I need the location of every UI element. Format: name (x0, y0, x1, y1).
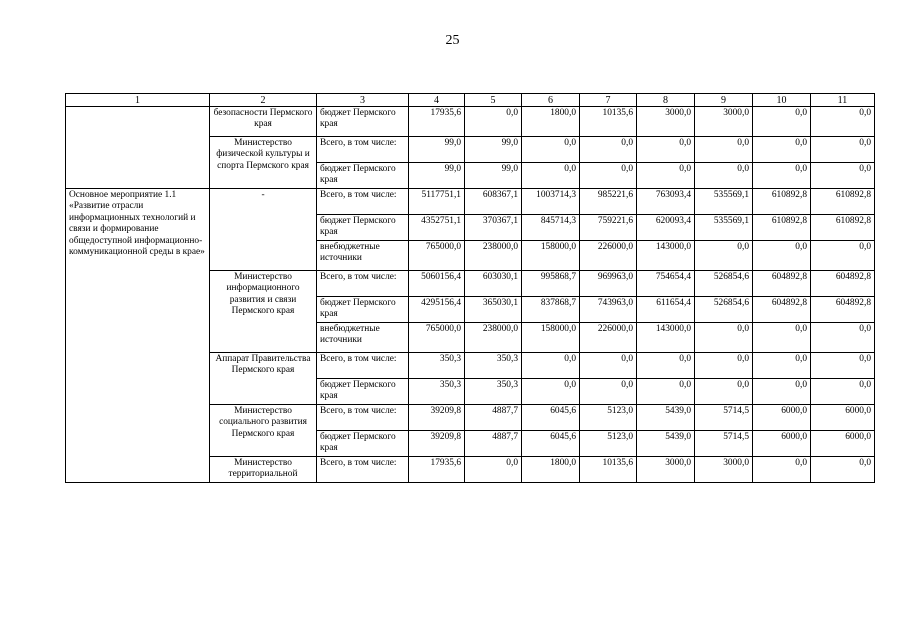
value-cell: 0,0 (580, 137, 637, 163)
value-cell: 6045,6 (522, 431, 580, 457)
activity-cell: Основное мероприятие 1.1 «Развитие отрасли информационных технологий и связи и формирование общедоступной информационно-коммуникационной среды в крае» (66, 189, 210, 483)
value-cell: 0,0 (753, 163, 811, 189)
value-cell: 0,0 (695, 353, 753, 379)
value-cell: 39209,8 (409, 431, 465, 457)
header-cell: 4 (409, 94, 465, 107)
value-cell: 0,0 (753, 353, 811, 379)
value-cell: 765000,0 (409, 323, 465, 353)
funding-source-cell: внебюджетные источники (317, 323, 409, 353)
value-cell: 0,0 (522, 137, 580, 163)
funding-source-cell: бюджет Пермского края (317, 379, 409, 405)
value-cell: 0,0 (465, 107, 522, 137)
value-cell: 5439,0 (637, 431, 695, 457)
value-cell: 0,0 (465, 457, 522, 483)
value-cell: 604892,8 (753, 271, 811, 297)
funding-source-cell: Всего, в том числе: (317, 271, 409, 297)
table-body (66, 94, 875, 483)
value-cell: 0,0 (753, 137, 811, 163)
value-cell: 350,3 (409, 379, 465, 405)
value-cell: 0,0 (811, 353, 875, 379)
header-cell: 9 (695, 94, 753, 107)
funding-source-cell: внебюджетные источники (317, 241, 409, 271)
value-cell: 17935,6 (409, 457, 465, 483)
value-cell: 5714,5 (695, 431, 753, 457)
value-cell: 0,0 (580, 353, 637, 379)
value-cell: 0,0 (753, 241, 811, 271)
header-cell: 7 (580, 94, 637, 107)
activity-cell (66, 107, 210, 189)
value-cell: 5714,5 (695, 405, 753, 431)
value-cell: 0,0 (811, 379, 875, 405)
value-cell: 226000,0 (580, 241, 637, 271)
value-cell: 99,0 (465, 163, 522, 189)
value-cell: 17935,6 (409, 107, 465, 137)
value-cell: 0,0 (695, 241, 753, 271)
table-row (66, 107, 875, 137)
value-cell: 0,0 (695, 163, 753, 189)
value-cell: 604892,8 (811, 297, 875, 323)
value-cell: 6000,0 (753, 405, 811, 431)
value-cell: 1003714,3 (522, 189, 580, 215)
value-cell: 837868,7 (522, 297, 580, 323)
value-cell: 0,0 (811, 323, 875, 353)
value-cell: 0,0 (811, 241, 875, 271)
value-cell: 5123,0 (580, 405, 637, 431)
executor-cell: Министерство физической культуры и спорта Пермского края (210, 137, 317, 189)
value-cell: 0,0 (522, 353, 580, 379)
value-cell: 0,0 (811, 107, 875, 137)
funding-source-cell: бюджет Пермского края (317, 297, 409, 323)
value-cell: 610892,8 (753, 189, 811, 215)
value-cell: 39209,8 (409, 405, 465, 431)
value-cell: 158000,0 (522, 323, 580, 353)
value-cell: 969963,0 (580, 271, 637, 297)
executor-cell: - (210, 189, 317, 271)
header-cell: 1 (66, 94, 210, 107)
value-cell: 0,0 (695, 137, 753, 163)
executor-cell: Министерство социального развития Пермского края (210, 405, 317, 457)
header-cell: 3 (317, 94, 409, 107)
header-cell: 10 (753, 94, 811, 107)
value-cell: 5117751,1 (409, 189, 465, 215)
value-cell: 0,0 (753, 323, 811, 353)
value-cell: 0,0 (522, 163, 580, 189)
value-cell: 370367,1 (465, 215, 522, 241)
value-cell: 526854,6 (695, 271, 753, 297)
value-cell: 99,0 (409, 163, 465, 189)
header-cell: 2 (210, 94, 317, 107)
value-cell: 3000,0 (695, 107, 753, 137)
value-cell: 763093,4 (637, 189, 695, 215)
funding-source-cell: Всего, в том числе: (317, 137, 409, 163)
funding-source-cell: бюджет Пермского края (317, 215, 409, 241)
value-cell: 0,0 (753, 379, 811, 405)
value-cell: 143000,0 (637, 241, 695, 271)
value-cell: 610892,8 (753, 215, 811, 241)
value-cell: 5123,0 (580, 431, 637, 457)
value-cell: 143000,0 (637, 323, 695, 353)
budget-table (65, 93, 875, 483)
value-cell: 350,3 (409, 353, 465, 379)
value-cell: 620093,4 (637, 215, 695, 241)
value-cell: 0,0 (580, 163, 637, 189)
funding-source-cell: бюджет Пермского края (317, 163, 409, 189)
value-cell: 0,0 (580, 379, 637, 405)
value-cell: 0,0 (811, 137, 875, 163)
value-cell: 365030,1 (465, 297, 522, 323)
value-cell: 0,0 (637, 163, 695, 189)
funding-source-cell: бюджет Пермского края (317, 107, 409, 137)
value-cell: 0,0 (811, 163, 875, 189)
value-cell: 604892,8 (753, 297, 811, 323)
value-cell: 0,0 (695, 379, 753, 405)
funding-source-cell: Всего, в том числе: (317, 405, 409, 431)
header-cell: 11 (811, 94, 875, 107)
value-cell: 4295156,4 (409, 297, 465, 323)
value-cell: 226000,0 (580, 323, 637, 353)
value-cell: 610892,8 (811, 189, 875, 215)
value-cell: 10135,6 (580, 107, 637, 137)
value-cell: 5439,0 (637, 405, 695, 431)
value-cell: 0,0 (637, 379, 695, 405)
value-cell: 0,0 (637, 137, 695, 163)
funding-source-cell: Всего, в том числе: (317, 189, 409, 215)
funding-source-cell: бюджет Пермского края (317, 431, 409, 457)
value-cell: 3000,0 (637, 457, 695, 483)
value-cell: 611654,4 (637, 297, 695, 323)
funding-source-cell: Всего, в том числе: (317, 457, 409, 483)
value-cell: 0,0 (522, 379, 580, 405)
page-number: 25 (445, 33, 460, 48)
value-cell: 10135,6 (580, 457, 637, 483)
value-cell: 603030,1 (465, 271, 522, 297)
header-cell: 6 (522, 94, 580, 107)
value-cell: 350,3 (465, 379, 522, 405)
executor-cell: Министерство территориальной (210, 457, 317, 483)
value-cell: 845714,3 (522, 215, 580, 241)
value-cell: 608367,1 (465, 189, 522, 215)
executor-cell: Аппарат Правительства Пермского края (210, 353, 317, 405)
value-cell: 6000,0 (811, 405, 875, 431)
value-cell: 985221,6 (580, 189, 637, 215)
value-cell: 1800,0 (522, 107, 580, 137)
value-cell: 3000,0 (695, 457, 753, 483)
value-cell: 0,0 (811, 457, 875, 483)
value-cell: 743963,0 (580, 297, 637, 323)
value-cell: 6000,0 (811, 431, 875, 457)
value-cell: 238000,0 (465, 241, 522, 271)
value-cell: 0,0 (753, 107, 811, 137)
value-cell: 604892,8 (811, 271, 875, 297)
value-cell: 5060156,4 (409, 271, 465, 297)
executor-cell: Министерство информационного развития и связи Пермского края (210, 271, 317, 353)
value-cell: 0,0 (695, 323, 753, 353)
value-cell: 0,0 (753, 457, 811, 483)
value-cell: 759221,6 (580, 215, 637, 241)
value-cell: 754654,4 (637, 271, 695, 297)
value-cell: 526854,6 (695, 297, 753, 323)
value-cell: 350,3 (465, 353, 522, 379)
value-cell: 1800,0 (522, 457, 580, 483)
value-cell: 99,0 (409, 137, 465, 163)
value-cell: 3000,0 (637, 107, 695, 137)
value-cell: 4887,7 (465, 405, 522, 431)
value-cell: 158000,0 (522, 241, 580, 271)
value-cell: 6000,0 (753, 431, 811, 457)
value-cell: 610892,8 (811, 215, 875, 241)
value-cell: 995868,7 (522, 271, 580, 297)
value-cell: 6045,6 (522, 405, 580, 431)
header-cell: 5 (465, 94, 522, 107)
value-cell: 99,0 (465, 137, 522, 163)
value-cell: 4887,7 (465, 431, 522, 457)
table-header-row (66, 94, 875, 107)
header-cell: 8 (637, 94, 695, 107)
table-row (66, 189, 875, 215)
value-cell: 0,0 (637, 353, 695, 379)
value-cell: 535569,1 (695, 215, 753, 241)
value-cell: 765000,0 (409, 241, 465, 271)
value-cell: 535569,1 (695, 189, 753, 215)
value-cell: 238000,0 (465, 323, 522, 353)
funding-source-cell: Всего, в том числе: (317, 353, 409, 379)
executor-cell: безопасности Пермского края (210, 107, 317, 137)
value-cell: 4352751,1 (409, 215, 465, 241)
